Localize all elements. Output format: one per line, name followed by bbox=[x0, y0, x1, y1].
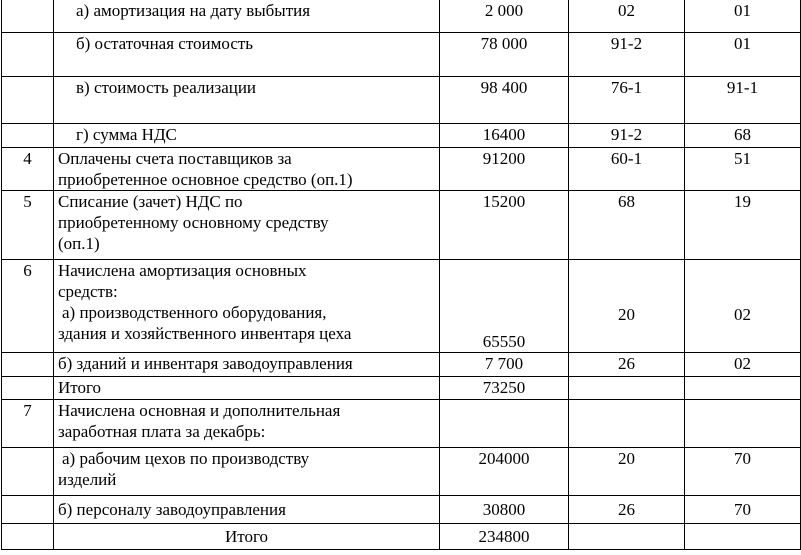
table-row bbox=[2, 400, 801, 448]
row-number: 7 bbox=[2, 400, 54, 448]
row-sum bbox=[440, 400, 569, 448]
row-sum: 204000 bbox=[440, 448, 569, 496]
row-description: б) остаточная стоимость bbox=[54, 33, 440, 77]
row-sum: 73250 bbox=[440, 377, 569, 400]
row-credit: 02 bbox=[685, 260, 801, 353]
row-debit: 60-1 bbox=[569, 148, 685, 191]
table-row bbox=[2, 148, 801, 191]
row-debit bbox=[569, 524, 685, 550]
row-credit: 51 bbox=[685, 148, 801, 191]
table-row bbox=[2, 77, 801, 124]
row-description: Начислена амортизация основных средств: а) производственного оборудования, здания и хозяйственного инвентаря цеха bbox=[54, 260, 440, 353]
table-row bbox=[2, 191, 801, 260]
row-number bbox=[2, 124, 54, 148]
row-number bbox=[2, 377, 54, 400]
table-row bbox=[2, 353, 801, 377]
row-debit: 91-2 bbox=[569, 33, 685, 77]
journal-table bbox=[1, 0, 801, 550]
row-number bbox=[2, 496, 54, 524]
row-credit: 70 bbox=[685, 496, 801, 524]
row-number bbox=[2, 0, 54, 33]
row-credit bbox=[685, 377, 801, 400]
row-sum: 2 000 bbox=[440, 0, 569, 33]
row-number bbox=[2, 33, 54, 77]
row-description: Начислена основная и дополнительная заработная плата за декабрь: bbox=[54, 400, 440, 448]
row-credit: 02 bbox=[685, 353, 801, 377]
row-debit bbox=[569, 377, 685, 400]
row-sum: 15200 bbox=[440, 191, 569, 260]
table-row bbox=[2, 124, 801, 148]
row-number bbox=[2, 77, 54, 124]
row-number: 4 bbox=[2, 148, 54, 191]
row-credit: 19 bbox=[685, 191, 801, 260]
row-description: а) рабочим цехов по производству изделий bbox=[54, 448, 440, 496]
row-debit: 76-1 bbox=[569, 77, 685, 124]
row-description: Итого bbox=[54, 377, 440, 400]
table-row bbox=[2, 0, 801, 33]
row-sum: 30800 bbox=[440, 496, 569, 524]
row-sum: 7 700 bbox=[440, 353, 569, 377]
row-number bbox=[2, 448, 54, 496]
row-description: б) персоналу заводоуправления bbox=[54, 496, 440, 524]
row-debit bbox=[569, 400, 685, 448]
row-debit: 26 bbox=[569, 496, 685, 524]
row-description: б) зданий и инвентаря заводоуправления bbox=[54, 353, 440, 377]
table-row bbox=[2, 260, 801, 353]
row-credit: 91-1 bbox=[685, 77, 801, 124]
row-sum: 91200 bbox=[440, 148, 569, 191]
row-description: Списание (зачет) НДС по приобретенному основному средству (оп.1) bbox=[54, 191, 440, 260]
table-row bbox=[2, 448, 801, 496]
table-row bbox=[2, 33, 801, 77]
row-debit: 68 bbox=[569, 191, 685, 260]
row-number: 6 bbox=[2, 260, 54, 353]
row-credit: 01 bbox=[685, 33, 801, 77]
table-row bbox=[2, 377, 801, 400]
row-credit: 01 bbox=[685, 0, 801, 33]
row-credit: 68 bbox=[685, 124, 801, 148]
row-description: а) амортизация на дату выбытия bbox=[54, 0, 440, 33]
row-number bbox=[2, 524, 54, 550]
table-row bbox=[2, 524, 801, 550]
row-description: г) сумма НДС bbox=[54, 124, 440, 148]
row-number: 5 bbox=[2, 191, 54, 260]
row-sum: 234800 bbox=[440, 524, 569, 550]
row-description: Оплачены счета поставщиков за приобретенное основное средство (оп.1) bbox=[54, 148, 440, 191]
row-description: в) стоимость реализации bbox=[54, 77, 440, 124]
row-description: Итого bbox=[54, 524, 440, 550]
row-debit: 91-2 bbox=[569, 124, 685, 148]
row-credit bbox=[685, 400, 801, 448]
row-debit: 20 bbox=[569, 448, 685, 496]
row-debit: 02 bbox=[569, 0, 685, 33]
row-sum: 65550 bbox=[440, 260, 569, 353]
row-sum: 98 400 bbox=[440, 77, 569, 124]
row-credit bbox=[685, 524, 801, 550]
row-sum: 78 000 bbox=[440, 33, 569, 77]
table-row bbox=[2, 496, 801, 524]
row-sum: 16400 bbox=[440, 124, 569, 148]
row-credit: 70 bbox=[685, 448, 801, 496]
row-debit: 26 bbox=[569, 353, 685, 377]
row-number bbox=[2, 353, 54, 377]
row-debit: 20 bbox=[569, 260, 685, 353]
